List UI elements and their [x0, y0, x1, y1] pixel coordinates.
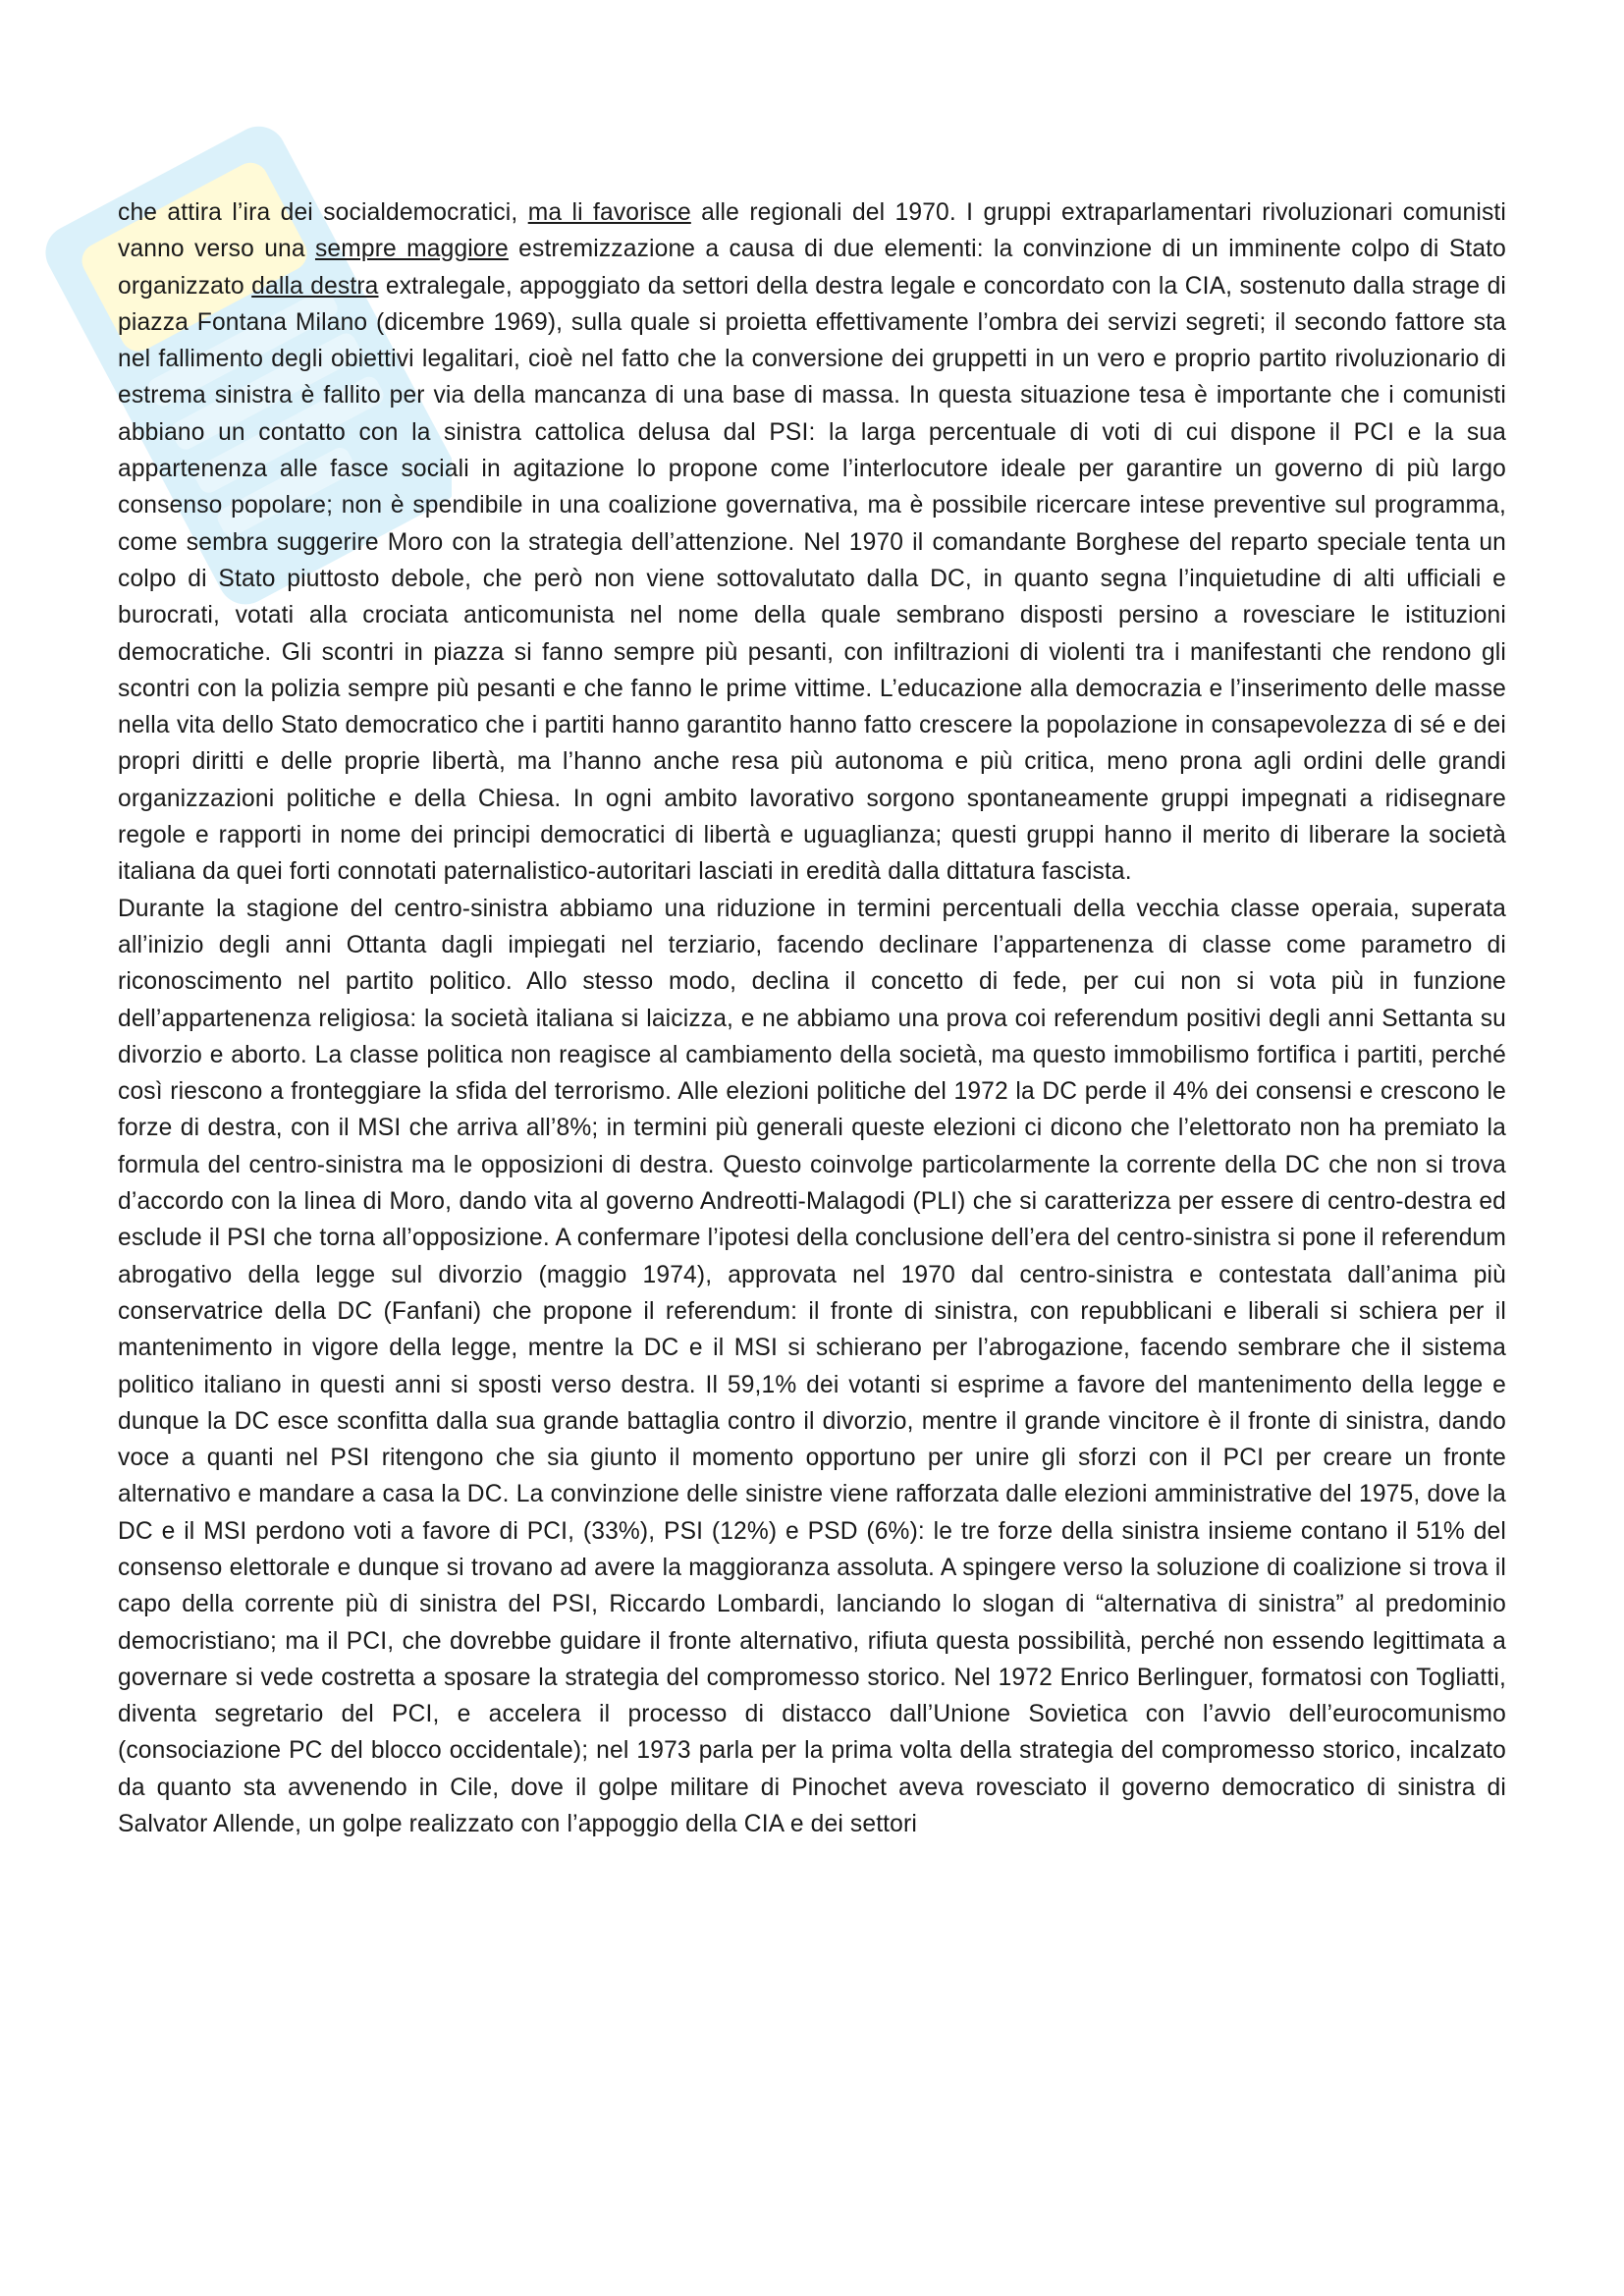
body-paragraph: [118, 891, 1506, 1843]
paragraph-text: extralegale, appoggiato da settori della destra legale e concordato con la CIA, sostenuto dalla strage di piazza Fontana Milano (dicembre 1969), sulla quale si proietta effettivamente l’ombra dei servizi segreti; il secondo fattore sta nel fallimento degli obiettivi legalitari, cioè nel fatto che la conversione dei gruppetti in un vero e proprio partito rivoluzionario di estrema sinistra è fallito per via della mancanza di una base di massa. In questa situazione tesa è importante che i comunisti abbiano un contatto con la sinistra cattolica delusa dal PSI: la larga percentuale di voti di cui dispone il PCI e la sua appartenenza alle fasce sociali in agitazione lo propone come l’interlocutore ideale per garantire un governo di più largo consenso popolare; non è spendibile in una coalizione governativa, ma è possibile ricercare intese preventive sul programma, come sembra suggerire Moro con la strategia dell’attenzione. Nel 1970 il comandante Borghese del reparto speciale tenta un colpo di Stato piuttosto debole, che però non viene sottovalutato dalla DC, in quanto segna l’inquietudine di alti ufficiali e burocrati, votati alla crociata anticomunista nel nome della quale sembrano disposti persino a rovesciare le istituzioni democratiche. Gli scontri in piazza si fanno sempre più pesanti, con infiltrazioni di violenti tra i manifestanti che rendono gli scontri con la polizia sempre più pesanti e che fanno le prime vittime. L’educazione alla democrazia e l’inserimento delle masse nella vita dello Stato democratico che i partiti hanno garantito hanno fatto crescere la popolazione in consapevolezza di sé e dei propri diritti e delle proprie libertà, ma l’hanno anche resa più autonoma e più critica, meno prona agli ordini delle grandi organizzazioni politiche e della Chiesa. In ogni ambito lavorativo sorgono spontaneamente gruppi impegnati a ridisegnare regole e rapporti in nome dei principi democratici di libertà e uguaglianza; questi gruppi hanno il merito di liberare la società italiana da quei forti connotati paternalistico-autoritari lasciati in eredità dalla dittatura fascista.: [118, 272, 1507, 886]
underlined-text: sempre maggiore: [314, 236, 509, 263]
underlined-text: ma li favorisce: [527, 199, 691, 226]
paragraph-text: che attira l’ira dei socialdemocratici,: [118, 199, 528, 226]
underlined-text: dalla destra: [251, 272, 379, 300]
paragraph-text: alle regionali del 1970. I gruppi extraparlamentari rivoluzionari comunisti vanno verso una: [118, 199, 1506, 263]
paragraph-text: estremizzazione a causa di due elementi: la convinzione di un imminente colpo di Stato organizzato: [118, 236, 1506, 300]
body-paragraph: [118, 194, 1506, 891]
document-body: [118, 194, 1506, 1842]
paragraph-text: Durante la stagione del centro-sinistra abbiamo una riduzione in termini percentuali della vecchia classe operaia, superata all’inizio degli anni Ottanta dagli impiegati nel terziario, facendo declinare l’appartenenza di classe come parametro di riconoscimento nel partito politico. Allo stesso modo, declina il concetto di fede, per cui non si vota più in funzione dell’appartenenza religiosa: la società italiana si laicizza, e ne abbiamo una prova coi referendum positivi degli anni Settanta su divorzio e aborto. La classe politica non reagisce al cambiamento della società, ma questo immobilismo fortifica i partiti, perché così riescono a fronteggiare la sfida del terrorismo. Alle elezioni politiche del 1972 la DC perde il 4% dei consensi e crescono le forze di destra, con il MSI che arriva all’8%; in termini più generali queste elezioni ci dicono che l’elettorato non ha premiato la formula del centro-sinistra ma le opposizioni di destra. Questo coinvolge particolarmente la corrente della DC che non si trova d’accordo con la linea di Moro, dando vita al governo Andreotti-Malagodi (PLI) che si caratterizza per essere di centro-destra ed esclude il PSI che torna all’opposizione. A confermare l’ipotesi della conclusione dell’era del centro-sinistra si pone il referendum abrogativo della legge sul divorzio (maggio 1974), approvata nel 1970 dal centro-sinistra e contestata dall’anima più conservatrice della DC (Fanfani) che propone il referendum: il fronte di sinistra, con repubblicani e liberali si schiera per il mantenimento in vigore della legge, mentre la DC e il MSI si schierano per l’abrogazione, facendo sembrare che il sistema politico italiano in questi anni si sposti verso destra. Il 59,1% dei votanti si esprime a favore del mantenimento della legge e dunque la DC esce sconfitta dalla sua grande battaglia contro il divorzio, mentre il grande vincitore è il fronte di sinistra, dando voce a quanti nel PSI ritengono che sia giunto il momento opportuno per unire gli sforzi con il PCI per creare un fronte alternativo e mandare a casa la DC. La convinzione delle sinistre viene rafforzata dalle elezioni amministrative del 1975, dove la DC e il MSI perdono voti a favore di PCI, (33%), PSI (12%) e PSD (6%): le tre forze della sinistra insieme contano il 51% del consenso elettorale e dunque si trovano ad avere la maggioranza assoluta. A spingere verso la soluzione di coalizione si trova il capo della corrente più di sinistra del PSI, Riccardo Lombardi, lanciando lo slogan di “alternativa di sinistra” al predominio democristiano; ma il PCI, che dovrebbe guidare il fronte alternativo, rifiuta questa possibilità, perché non essendo legittimata a governare si vede costretta a sposare la strategia del compromesso storico. Nel 1972 Enrico Berlinguer, formatosi con Togliatti, diventa segretario del PCI, e accelera il processo di distacco dall’Unione Sovietica con l’avvio dell’eurocomunismo (consociazione PC del blocco occidentale); nel 1973 parla per la prima volta della strategia del compromesso storico, incalzato da quanto sta avvenendo in Cile, dove il golpe militare di Pinochet aveva rovesciato il governo democratico di sinistra di Salvator Allende, un golpe realizzato con l’appoggio della CIA e dei settori: [118, 895, 1506, 1838]
